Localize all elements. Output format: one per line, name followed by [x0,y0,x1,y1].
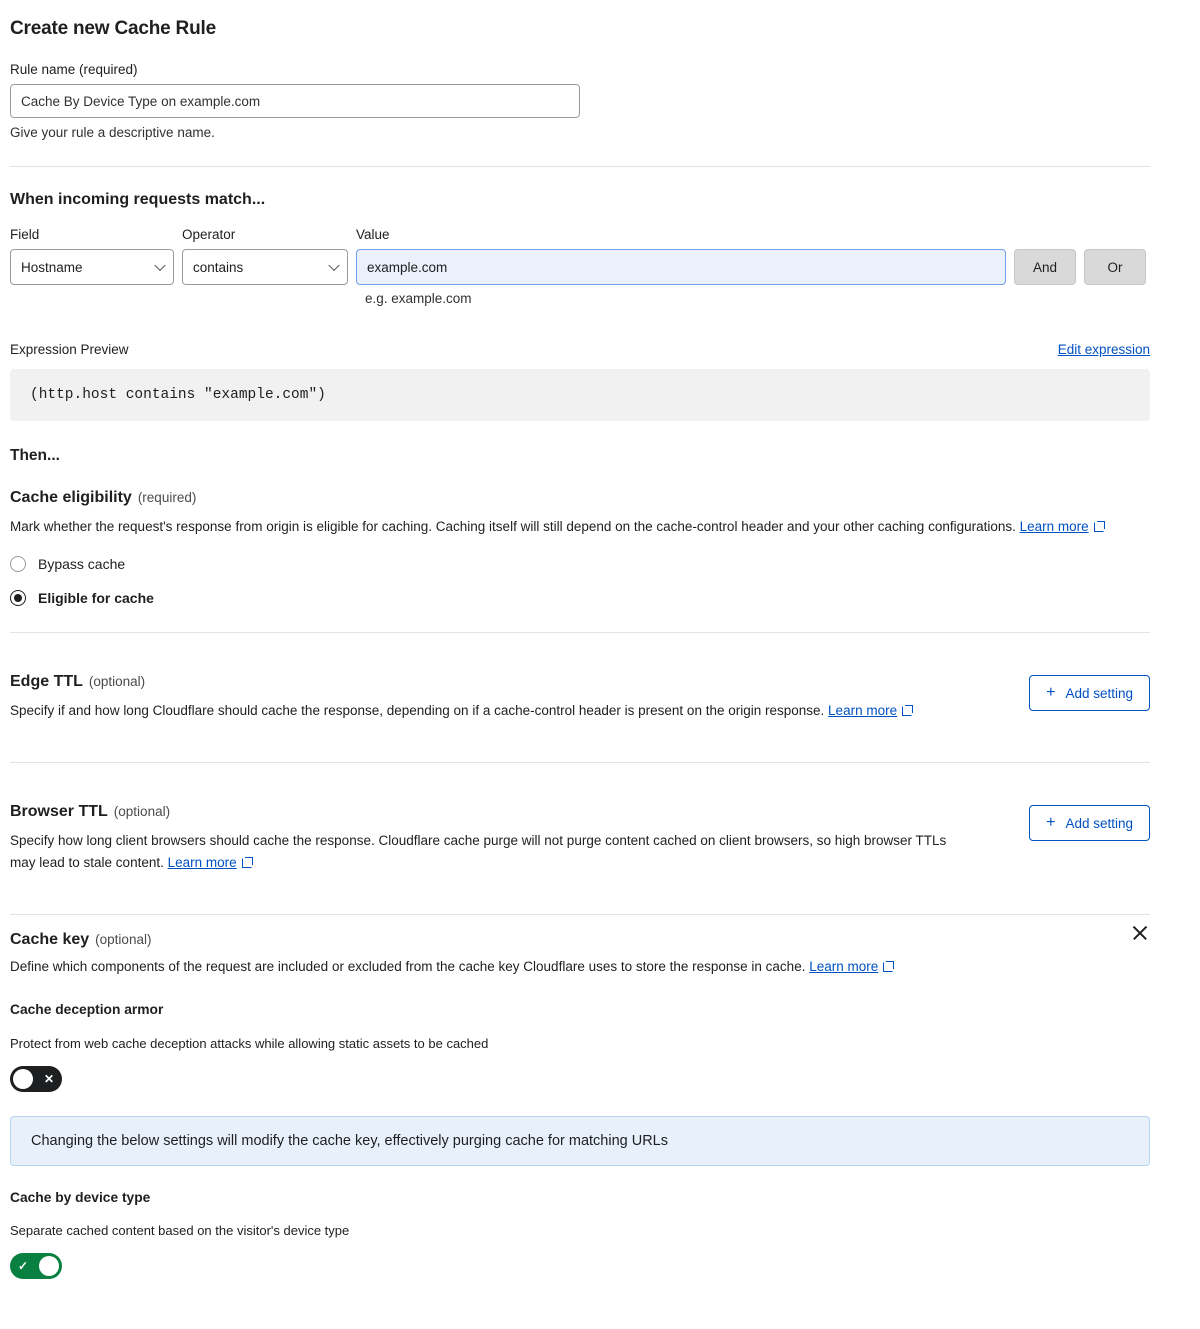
edge-ttl-text [10,657,913,736]
then-heading: Then... [10,447,60,464]
browser-ttl-description-text: Specify how long client browsers should cache the response. Cloudflare cache purge will not purge content cached on client browsers, so high browser TTLs may lead to stale content. [10,833,947,871]
operator-column [182,227,348,285]
operator-select-value: contains [193,259,244,275]
divider-1 [10,166,1150,167]
cache-key-section [10,915,1150,1279]
cache-key-title-text: Cache key [10,931,90,949]
radio-eligible-for-cache-label: Eligible for cache [38,590,154,607]
plus-icon: + [1046,814,1056,832]
match-section-heading: When incoming requests match... [10,191,266,208]
browser-ttl-title-text: Browser TTL [10,803,108,821]
toggle-knob [13,1069,33,1089]
cache-key-title [10,931,151,949]
cache-eligibility-section [10,489,1150,606]
learn-more-link[interactable]: Learn more [1019,519,1089,534]
field-column [10,227,174,285]
edge-ttl-optional: (optional) [88,674,146,690]
cache-key-header [10,915,1150,949]
radio-bypass-cache[interactable] [10,556,1150,572]
rule-name-hint: Give your rule a descriptive name. [10,125,215,140]
and-button[interactable]: And [1014,249,1076,285]
radio-icon [10,556,26,572]
value-hint: e.g. example.com [365,291,472,306]
cache-eligibility-title-text: Cache eligibility [10,489,132,506]
operator-select[interactable] [182,249,348,285]
external-link-icon [242,857,253,868]
rule-name-group [10,62,1150,140]
edge-ttl-title [10,673,913,691]
radio-eligible-for-cache[interactable] [10,590,1150,606]
edge-ttl-description-text: Specify if and how long Cloudflare should cache the response, depending on if a cache-control header is present on the origin response. [10,703,825,719]
cache-eligibility-description-text: Mark whether the request's response from origin is eligible for caching. Caching itself will still depend on the cache-control header and your other caching configurations. [10,519,1016,534]
radio-selected-icon [10,590,26,606]
expression-preview-label: Expression Preview [10,342,129,357]
cache-by-device-type-toggle[interactable] [10,1253,62,1279]
toggle-on-mark: ✓ [18,1259,29,1274]
edge-ttl-add-setting-button[interactable] [1029,675,1150,711]
value-label: Value [356,227,390,242]
cache-eligibility-required: (required) [137,490,197,505]
learn-more-link[interactable]: Learn more [828,703,898,719]
browser-ttl-description [10,830,970,875]
plus-icon: + [1046,684,1056,702]
cache-key-description [10,956,1130,978]
cache-key-optional: (optional) [95,932,152,948]
chevron-down-icon [328,260,339,271]
cache-key-header-text [10,915,151,949]
edit-expression-link[interactable]: Edit expression [1057,342,1150,357]
cache-by-device-type-description: Separate cached content based on the visitor's device type [10,1223,350,1239]
expression-preview-box: (http.host contains "example.com") [10,369,1150,421]
browser-ttl-text [10,787,970,888]
cache-key-description-text: Define which components of the request are included or excluded from the cache key Cloudflare uses to store the response in cache. [10,959,806,975]
cache-deception-armor-title: Cache deception armor [10,1002,164,1018]
close-icon[interactable] [1130,923,1150,943]
browser-ttl-section [10,787,1150,888]
divider-2 [10,632,1150,633]
cache-eligibility-description [10,516,1130,538]
browser-ttl-add-setting-label: Add setting [1065,815,1133,831]
browser-ttl-optional: (optional) [113,804,171,820]
toggle-off-mark: ✕ [43,1071,54,1086]
value-input[interactable] [356,249,1006,285]
edge-ttl-title-text: Edge TTL [10,673,83,691]
cache-deception-armor-toggle[interactable] [10,1066,62,1092]
toggle-knob [39,1256,59,1276]
learn-more-link[interactable]: Learn more [809,959,879,975]
field-select-value: Hostname [21,259,83,275]
rule-name-label: Rule name (required) [10,62,138,77]
browser-ttl-title [10,803,970,821]
match-row [10,227,1150,285]
edge-ttl-section [10,657,1150,736]
external-link-icon [883,961,894,972]
value-column [356,227,1006,285]
operator-label: Operator [182,227,236,242]
cache-by-device-type-title: Cache by device type [10,1189,151,1205]
browser-ttl-add-setting-button[interactable] [1029,805,1150,841]
external-link-icon [902,705,913,716]
cache-eligibility-title [10,489,1150,507]
expression-header [10,342,1150,357]
learn-more-link[interactable]: Learn more [167,855,237,871]
radio-bypass-cache-label: Bypass cache [38,556,126,573]
divider-3 [10,762,1150,763]
external-link-icon [1094,521,1105,532]
rule-name-input[interactable] [10,84,580,118]
or-column [1084,227,1146,285]
or-button[interactable]: Or [1084,249,1146,285]
field-select[interactable] [10,249,174,285]
cache-key-info-banner: Changing the below settings will modify the cache key, effectively purging cache for matching URLs [10,1116,1150,1166]
cache-deception-armor-description: Protect from web cache deception attacks while allowing static assets to be cached [10,1035,489,1051]
page-title: Create new Cache Rule [10,18,216,39]
edge-ttl-add-setting-label: Add setting [1065,685,1133,701]
and-column [1014,227,1076,285]
edge-ttl-description [10,700,913,722]
field-label: Field [10,227,40,242]
chevron-down-icon [154,260,165,271]
